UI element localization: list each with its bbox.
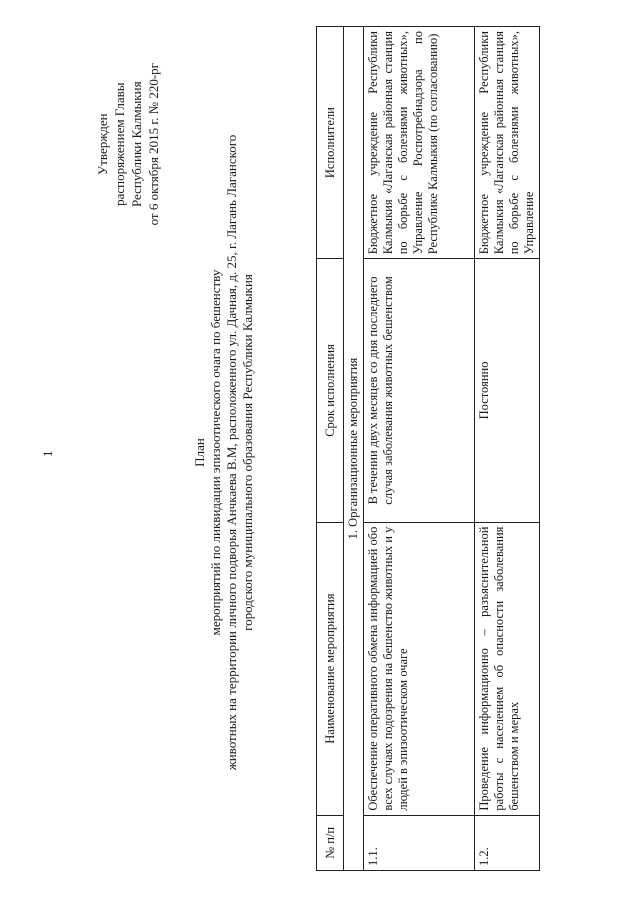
section-row [344, 27, 364, 871]
row-executors: Бюджетное учреждение Республики Калмыкия «Лаганская районная станция по борьбе с болезнями животных», Управление [475, 27, 540, 259]
approval-line: распоряжением Главы [112, 82, 127, 206]
table-row [364, 27, 475, 871]
title-line: животных на территории личного подворья Анчкаева В.М, расположенного ул. Дачная, д. 25, г. Лагань Лаганского [224, 134, 239, 771]
page-number: 1 [40, 450, 55, 457]
approval-stamp [94, 63, 162, 225]
approval-line: Утвержден [95, 113, 110, 175]
row-executors: Бюджетное учреждение Республики Калмыкия «Лаганская районная станция по борьбе с болезнями животных», Управление Роспотребнадзора по Республике Калмыкия (по согласованию) [364, 27, 475, 259]
header-number: № п/п [317, 815, 344, 870]
title-line: городского муниципального образования Республики Калмыкия [240, 274, 255, 631]
row-activity: Обеспечение оперативного обмена информацией обо всех случаях подозрения на бешенство животных и у людей в эпизоотическом очаге [364, 522, 475, 815]
table-header-row [317, 27, 344, 871]
title-line: План [192, 438, 207, 467]
approval-date: от 6 октября 2015 г. № 220-рг [146, 63, 161, 226]
row-number: 1.2. [475, 815, 540, 870]
header-executors: Исполнители [317, 27, 344, 259]
row-number: 1.1. [364, 815, 475, 870]
document-title [192, 0, 256, 905]
section-title: 1. Организационные мероприятия [344, 27, 364, 871]
plan-table [316, 26, 540, 871]
row-activity: Проведение информационно – разъяснительной работы с населением об опасности заболевания бешенством и мерах [475, 522, 540, 815]
approval-line: Республики Калмыкия [129, 81, 144, 207]
header-term: Срок исполнения [317, 259, 344, 522]
row-term: Постоянно [475, 259, 540, 522]
table-row [475, 27, 540, 871]
title-line: мероприятий по ликвидации эпизоотического очага по бешенству [208, 269, 223, 636]
row-term: В течении двух месяцев со дня последнего случая заболевания животных бешенством [364, 259, 475, 522]
header-name: Наименование мероприятия [317, 522, 344, 815]
